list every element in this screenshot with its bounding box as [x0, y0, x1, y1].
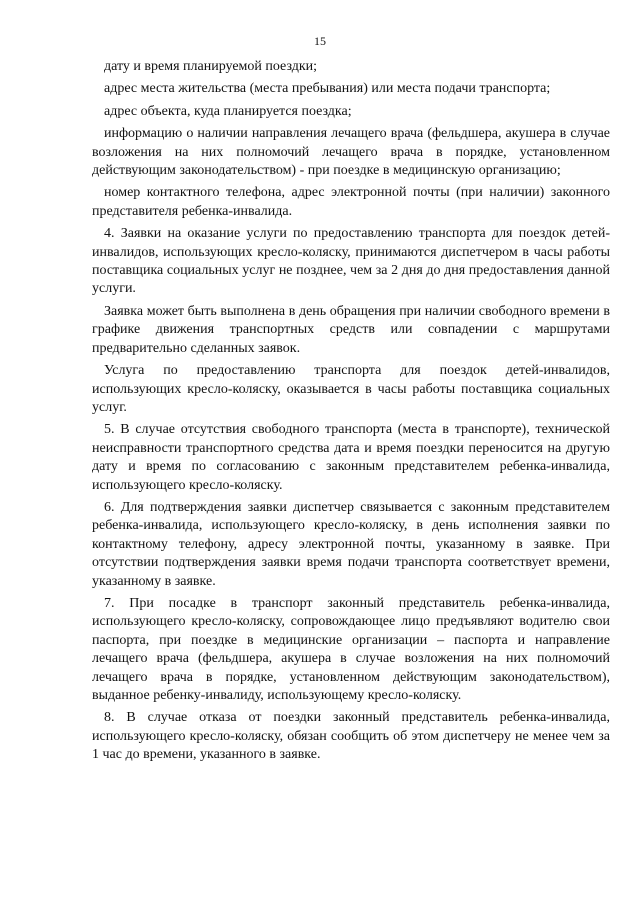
document-body — [92, 58, 610, 769]
paragraph-same-day: Заявка может быть выполнена в день обращения при наличии свободного времени в графике движения транспортных средств или совпадении с маршрутами предварительно сделанных заявок. — [92, 303, 610, 356]
paragraph-item-4: 4. Заявки на оказание услуги по предоставлению транспорта для поездок детей-инвалидов, использующих кресло-коляску, принимаются диспетчером в часы работы поставщика социальных услуг не позднее, чем за 2 дня до дня предоставления данной услуги. — [92, 226, 610, 297]
paragraph-contact-phone: номер контактного телефона, адрес электронной почты (при наличии) законного представителя ребенка-инвалида. — [92, 185, 610, 219]
paragraph-service-hours: Услуга по предоставлению транспорта для поездок детей-инвалидов, использующих кресло-коляску, оказывается в часы работы поставщика социальных услуг. — [92, 363, 610, 415]
paragraph-item-5: 5. В случае отсутствия свободного транспорта (места в транспорте), технической неисправности транспортного средства дата и время поездки переносится на другую дату и время по согласованию с законным представителем ребенка-инвалида, использующего кресло-коляску. — [92, 422, 610, 493]
paragraph-trip-date: дату и время планируемой поездки; — [104, 59, 318, 74]
page-number: 15 — [314, 34, 326, 48]
paragraph-item-8: 8. В случае отказа от поездки законный представитель ребенка-инвалида, использующего кресло-коляску, обязан сообщить об этом диспетчеру не менее чем за 1 час до времени, указанного в заявке. — [92, 710, 610, 763]
paragraph-address-residence: адрес места жительства (места пребывания) или места подачи транспорта; — [104, 81, 551, 97]
paragraph-referral-info: информацию о наличии направления лечащего врача (фельдшера, акушера в случае возложения на них полномочий лечащего врача в порядке, установленном действующим законодательством) - при поездке в медицинскую организацию; — [92, 126, 610, 179]
paragraph-address-destination: адрес объекта, куда планируется поездка; — [104, 103, 352, 119]
paragraph-item-6: 6. Для подтверждения заявки диспетчер связывается с законным представителем ребенка-инвалида, использующего кресло-коляску, в день исполнения заявки по контактному телефону, адресу электронной почты, указанному в заявке. При отсутствии подтверждения заявки время подачи транспорта соответствует времени, указанному в заявке. — [92, 499, 610, 589]
paragraph-item-7: 7. При посадке в транспорт законный представитель ребенка-инвалида, использующего кресло-коляску, сопровождающее лицо предъявляют водителю свои паспорта, при поездке в медицинские организации – паспорта и направление лечащего врача (фельдшера, акушера в случае возложения на них полномочий лечащего врача в порядке, установленном действующим законодательством), выданное ребенку-инвалиду, использующему кресло-коляску. — [92, 595, 610, 703]
